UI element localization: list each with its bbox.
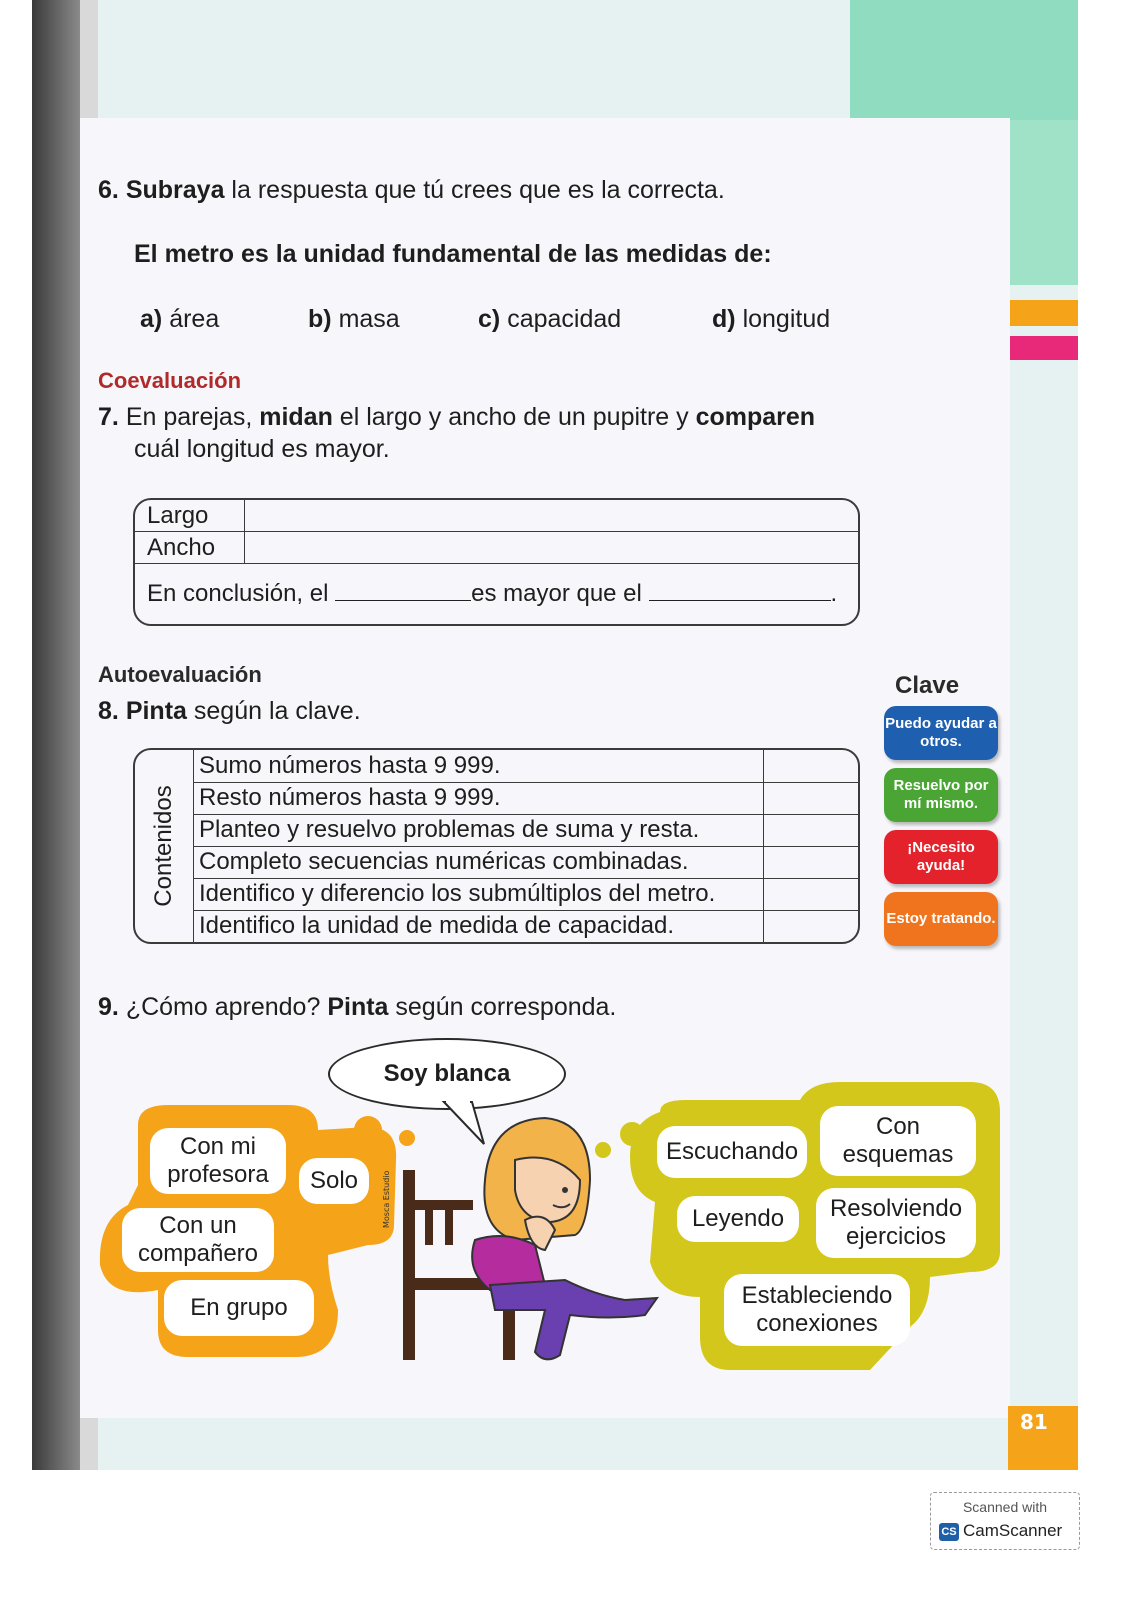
table-row (193, 814, 858, 847)
option-en-grupo[interactable]: En grupo (164, 1280, 314, 1336)
paint-cell[interactable] (763, 846, 858, 878)
table-row (193, 846, 858, 879)
key-resuelvo: Resuelvo por mí mismo. (884, 768, 998, 822)
option-leyendo[interactable]: Leyendo (677, 1196, 799, 1242)
row-label-ancho: Ancho (135, 532, 245, 563)
option-estableciendo-conexiones[interactable]: Estableciendo conexiones (724, 1274, 910, 1346)
question-verb: Subraya (125, 176, 225, 204)
self-assessment-table (133, 748, 860, 944)
thought-dot-large (354, 1116, 382, 1144)
q6-option-d[interactable]: d) longitud (712, 305, 831, 333)
largo-input-cell[interactable] (245, 500, 858, 531)
question-6 (98, 176, 725, 205)
paint-cell[interactable] (763, 750, 858, 782)
contenidos-label: Contenidos (150, 785, 177, 907)
clave-title: Clave (895, 672, 960, 699)
decor-green-block (850, 0, 1078, 120)
question-7: 7. En parejas, midan el largo y ancho de un pupitre y comparen (98, 403, 816, 431)
row-text: Identifico la unidad de medida de capacidad. (199, 912, 675, 939)
q6-option-a[interactable]: a) área (140, 305, 220, 333)
table-row (135, 500, 858, 532)
question-7-line2: cuál longitud es mayor. (134, 435, 390, 463)
decor-green-strip (1008, 120, 1078, 285)
coevaluacion-heading: Coevaluación (98, 368, 242, 393)
camscanner-logo-icon: CS (939, 1523, 959, 1541)
row-text: Planteo y resuelvo problemas de suma y resta. (199, 816, 700, 843)
question-text: la respuesta que tú crees que es la correcta. (224, 176, 725, 204)
conclusion-blank-2[interactable] (649, 580, 831, 601)
contenidos-column (135, 750, 194, 942)
key-puedo-ayudar: Puedo ayudar a otros. (884, 706, 998, 760)
conclusion-line: En conclusión, el es mayor que el . (147, 580, 838, 607)
key-necesito-ayuda: ¡Necesito ayuda! (884, 830, 998, 884)
question-number: 6. (98, 176, 119, 204)
option-con-esquemas[interactable]: Con esquemas (820, 1106, 976, 1176)
row-text: Completo secuencias numéricas combinadas. (199, 848, 689, 875)
question-8: 8. Pinta según la clave. (98, 697, 361, 725)
option-escuchando[interactable]: Escuchando (657, 1126, 807, 1178)
paint-cell[interactable] (763, 814, 858, 846)
paint-cell[interactable] (763, 878, 858, 910)
paint-cell[interactable] (763, 910, 858, 942)
camscanner-watermark (930, 1492, 1080, 1550)
conclusion-blank-1[interactable] (335, 580, 471, 601)
q6-option-c[interactable]: c) capacidad (478, 305, 622, 333)
row-label-largo: Largo (135, 500, 245, 531)
option-con-un-companero[interactable]: Con un compañero (122, 1208, 274, 1272)
question-9: 9. ¿Cómo aprendo? Pinta según corresponda. (98, 993, 617, 1021)
decor-pink-tab (1008, 336, 1078, 360)
option-con-mi-profesora[interactable]: Con mi profesora (150, 1128, 286, 1194)
page-number: 81 (1008, 1406, 1078, 1470)
q6-statement: El metro es la unidad fundamental de las medidas de: (134, 240, 772, 268)
q6-option-b[interactable]: b) masa (308, 305, 400, 333)
row-text: Sumo números hasta 9 999. (199, 752, 501, 779)
key-estoy-tratando: Estoy tratando. (884, 892, 998, 946)
paint-cell[interactable] (763, 782, 858, 814)
ancho-input-cell[interactable] (245, 532, 858, 563)
table-row (135, 532, 858, 564)
measurement-table (133, 498, 860, 626)
speech-text: Soy blanca (383, 1060, 511, 1087)
table-row (193, 782, 858, 815)
autoevaluacion-heading: Autoevaluación (98, 662, 262, 687)
watermark-text: Scanned with (962, 1499, 1048, 1515)
decor-orange-tab (1008, 300, 1078, 326)
table-row (193, 910, 858, 942)
girl-illustration (395, 1110, 660, 1370)
table-row (193, 878, 858, 911)
illustration-credit: Mosca Estudio (382, 1170, 391, 1228)
row-text: Identifico y diferencio los submúltiplos del metro. (199, 880, 716, 907)
scan-edge-shadow (32, 0, 80, 1470)
table-row (193, 750, 858, 783)
row-text: Resto números hasta 9 999. (199, 784, 501, 811)
watermark-brand: CamScanner (963, 1521, 1063, 1540)
option-solo[interactable]: Solo (299, 1158, 369, 1204)
option-resolviendo-ejercicios[interactable]: Resolviendo ejercicios (816, 1188, 976, 1258)
